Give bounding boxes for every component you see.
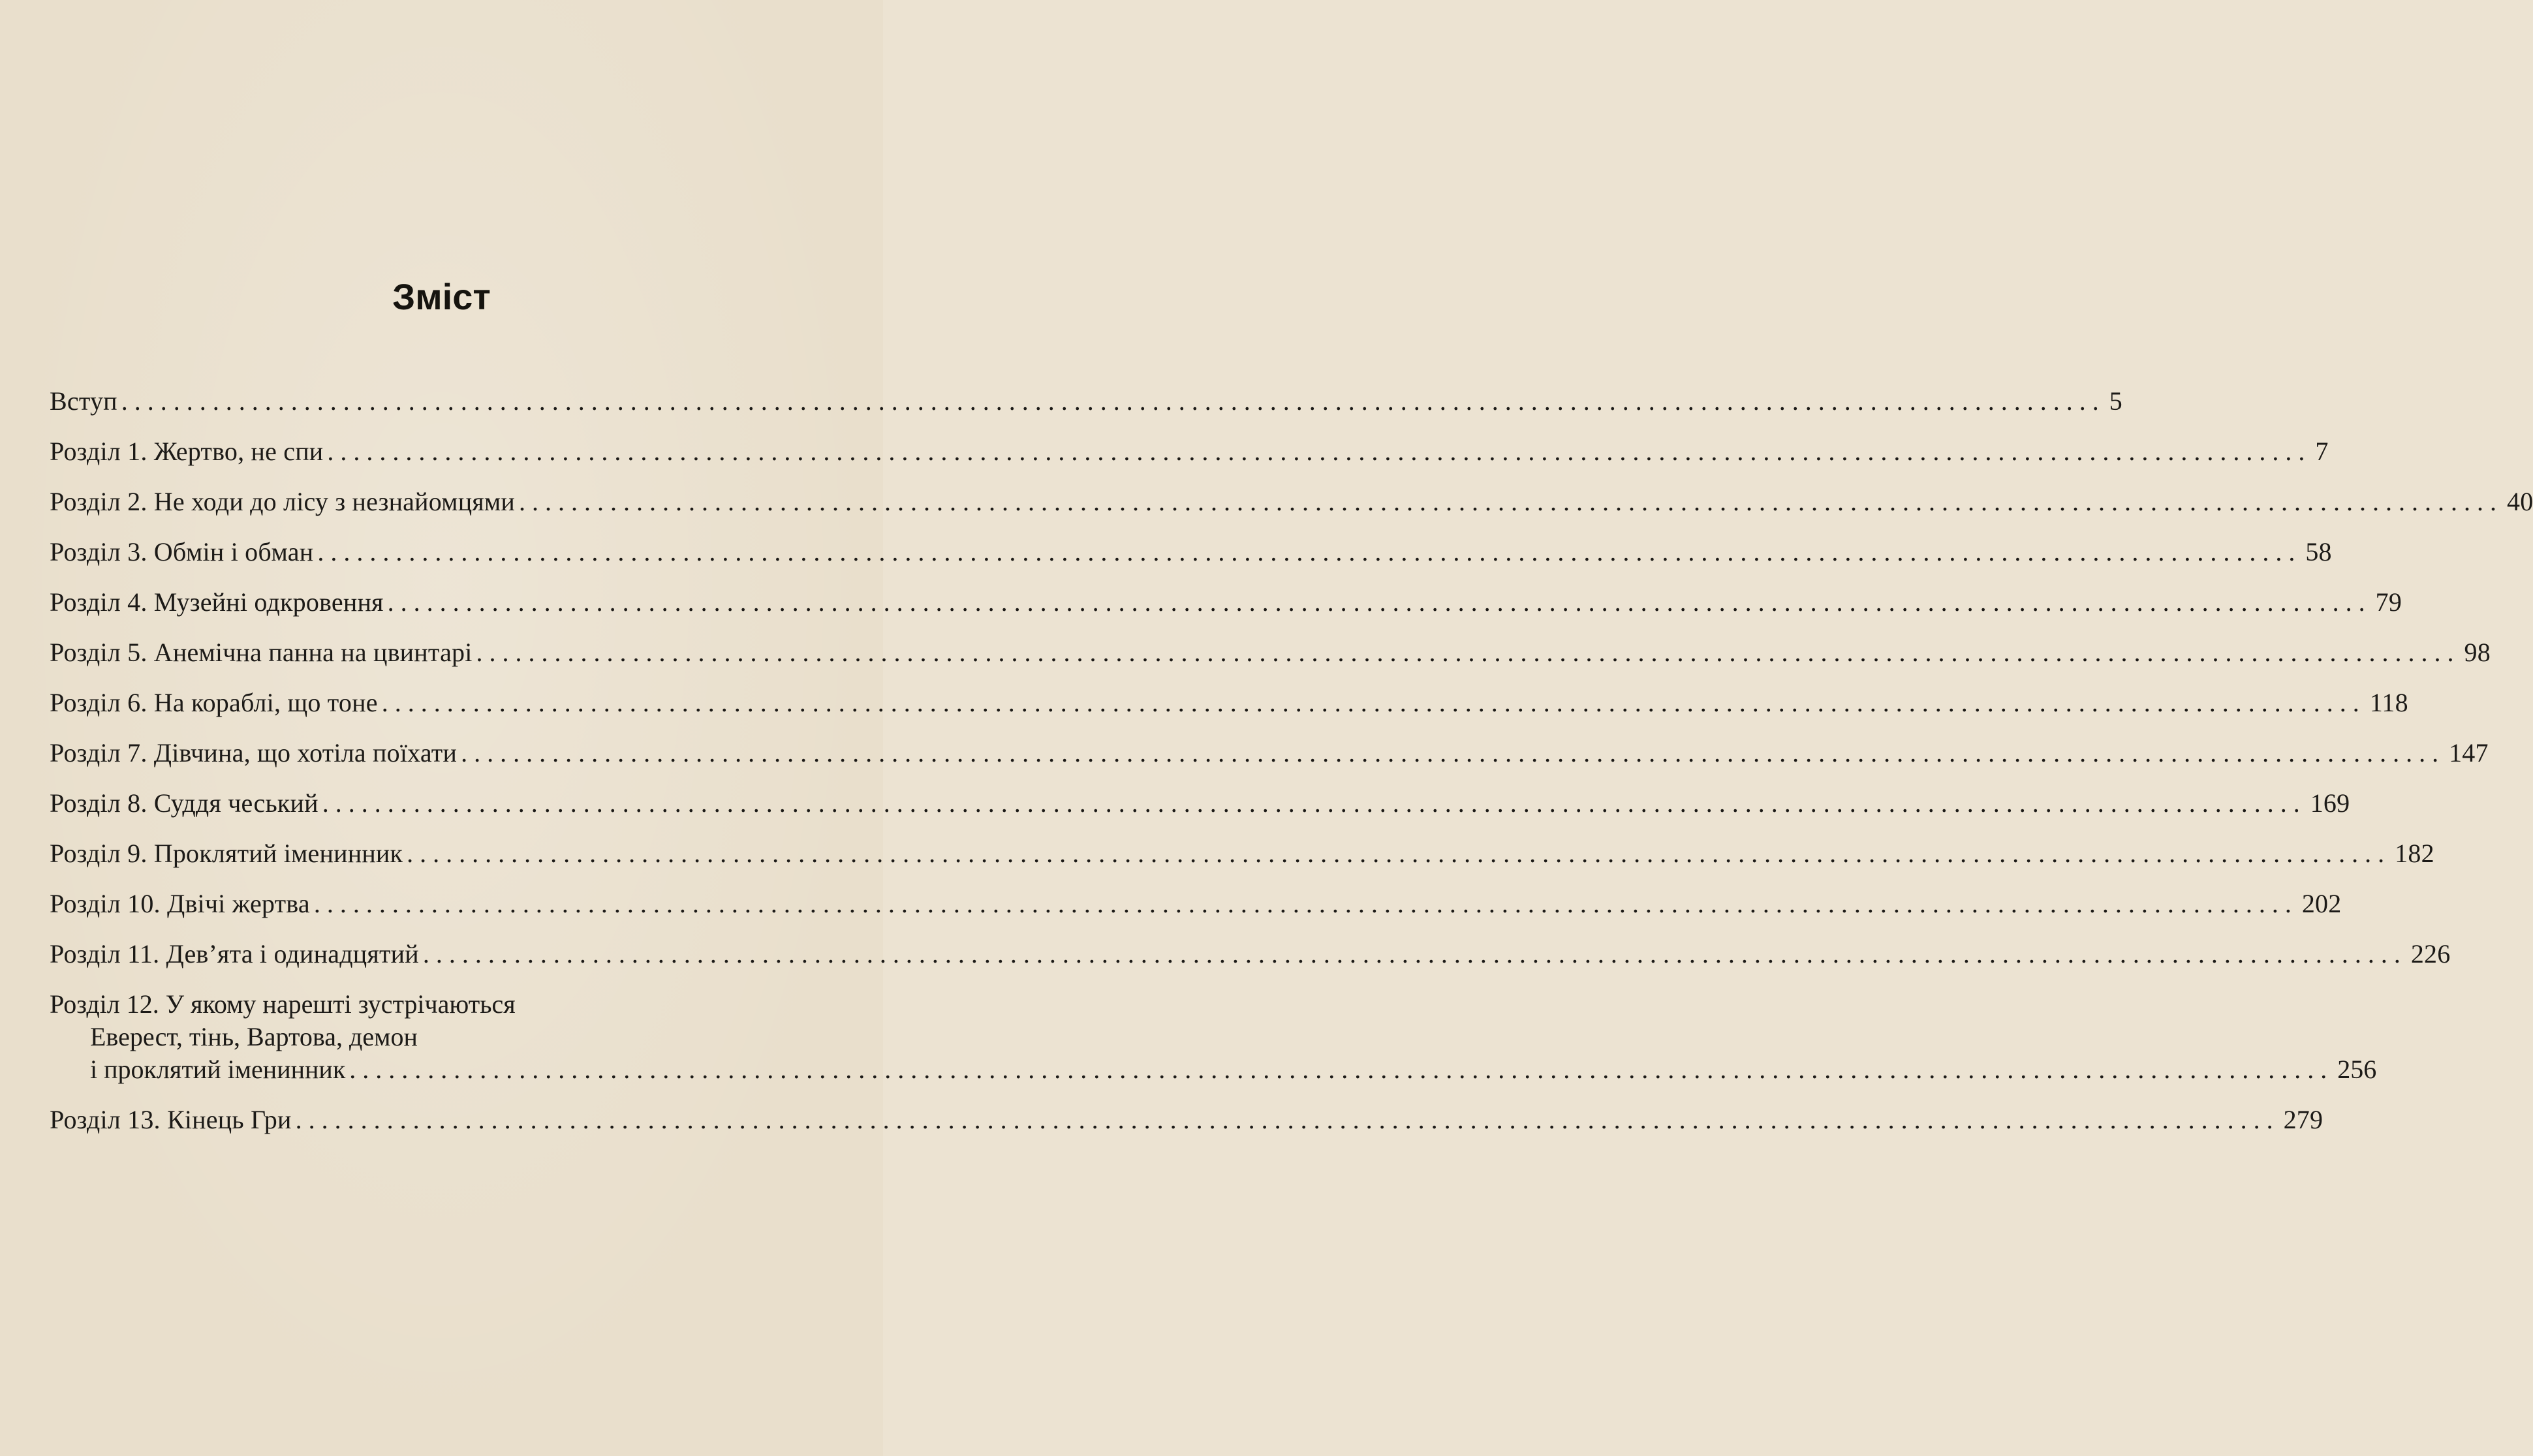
toc-page-number: 279 [2283, 1105, 2323, 1134]
dot-leader: ........................................................................................................................................................ [422, 939, 2407, 968]
dot-leader: ........................................................................................................................................................ [387, 587, 2372, 617]
toc-entry [50, 938, 2451, 970]
dot-leader: ........................................................................................................................................................ [317, 537, 2302, 566]
toc-entry-label: Розділ 1. Жертво, не спи [50, 437, 324, 466]
toc-page-number: 98 [2464, 638, 2491, 667]
toc-entry [50, 837, 2434, 870]
table-of-contents [50, 385, 2533, 1154]
toc-entry-label: Розділ 6. На кораблі, що тоне [50, 688, 378, 717]
toc-entry-multiline [50, 988, 2377, 1086]
toc-entry-label-line: і проклятий іменинник [90, 1055, 346, 1084]
toc-entry-label: Розділ 8. Суддя чеський [50, 788, 319, 818]
toc-entry-label: Розділ 4. Музейні одкровення [50, 587, 384, 617]
toc-page-number: 7 [2315, 437, 2329, 466]
toc-entry [50, 385, 2122, 418]
dot-leader: ........................................................................................................................................................ [349, 1055, 2334, 1084]
dot-leader: ........................................................................................................................................................ [407, 839, 2391, 868]
toc-entry-label: Розділ 9. Проклятий іменинник [50, 839, 403, 868]
toc-page-number: 202 [2301, 889, 2342, 918]
toc-page-number: 5 [2109, 386, 2122, 416]
dot-leader: ........................................................................................................................................................ [519, 487, 2504, 516]
toc-page-number: 79 [2375, 587, 2402, 617]
toc-entry-label: Розділ 2. Не ходи до лісу з незнайомцями [50, 487, 516, 516]
dot-leader: ........................................................................................................................................................ [313, 889, 2298, 918]
page-title: Зміст [392, 276, 491, 317]
toc-entry-label-line: Розділ 12. У якому нарешті зустрічаються [50, 989, 516, 1019]
dot-leader: ........................................................................................................................................................ [295, 1105, 2280, 1134]
toc-entry [50, 1104, 2323, 1136]
toc-page-number: 40 [2507, 487, 2533, 516]
toc-page-number: 169 [2310, 788, 2350, 818]
toc-entry-label: Розділ 3. Обмін і обман [50, 537, 314, 566]
toc-page-number: 118 [2369, 688, 2408, 717]
toc-entry [50, 435, 2329, 468]
toc-page-number: 58 [2305, 537, 2332, 566]
dot-leader: ........................................................................................................................................................ [327, 437, 2312, 466]
dot-leader: ........................................................................................................................................................ [476, 638, 2461, 667]
toc-entry [50, 586, 2402, 619]
toc-entry [50, 636, 2491, 669]
dot-leader: ........................................................................................................................................................ [381, 688, 2366, 717]
toc-page-number: 256 [2337, 1055, 2377, 1084]
toc-entry-label: Розділ 7. Дівчина, що хотіла поїхати [50, 738, 458, 767]
toc-entry [50, 888, 2342, 920]
toc-entry-label: Розділ 5. Анемічна панна на цвинтарі [50, 638, 473, 667]
toc-page-number: 147 [2449, 738, 2489, 767]
toc-page-number: 226 [2410, 939, 2451, 968]
toc-page-number: 182 [2395, 839, 2434, 868]
toc-entry-label: Вступ [50, 386, 117, 416]
dot-leader: ........................................................................................................................................................ [461, 738, 2446, 767]
toc-entry [50, 787, 2350, 820]
toc-entry [50, 486, 2533, 518]
toc-entry [50, 687, 2408, 719]
toc-entry-label: Розділ 11. Дев’ята і одинадцятий [50, 939, 419, 968]
toc-entry [50, 536, 2332, 568]
toc-entry-label-line: Еверест, тінь, Вартова, демон [90, 1022, 418, 1051]
dot-leader: ........................................................................................................................................................ [322, 788, 2307, 818]
dot-leader: ........................................................................................................................................................ [121, 386, 2106, 416]
toc-entry [50, 737, 2489, 769]
toc-entry-label: Розділ 13. Кінець Гри [50, 1105, 292, 1134]
toc-entry-label: Розділ 10. Двічі жертва [50, 889, 310, 918]
